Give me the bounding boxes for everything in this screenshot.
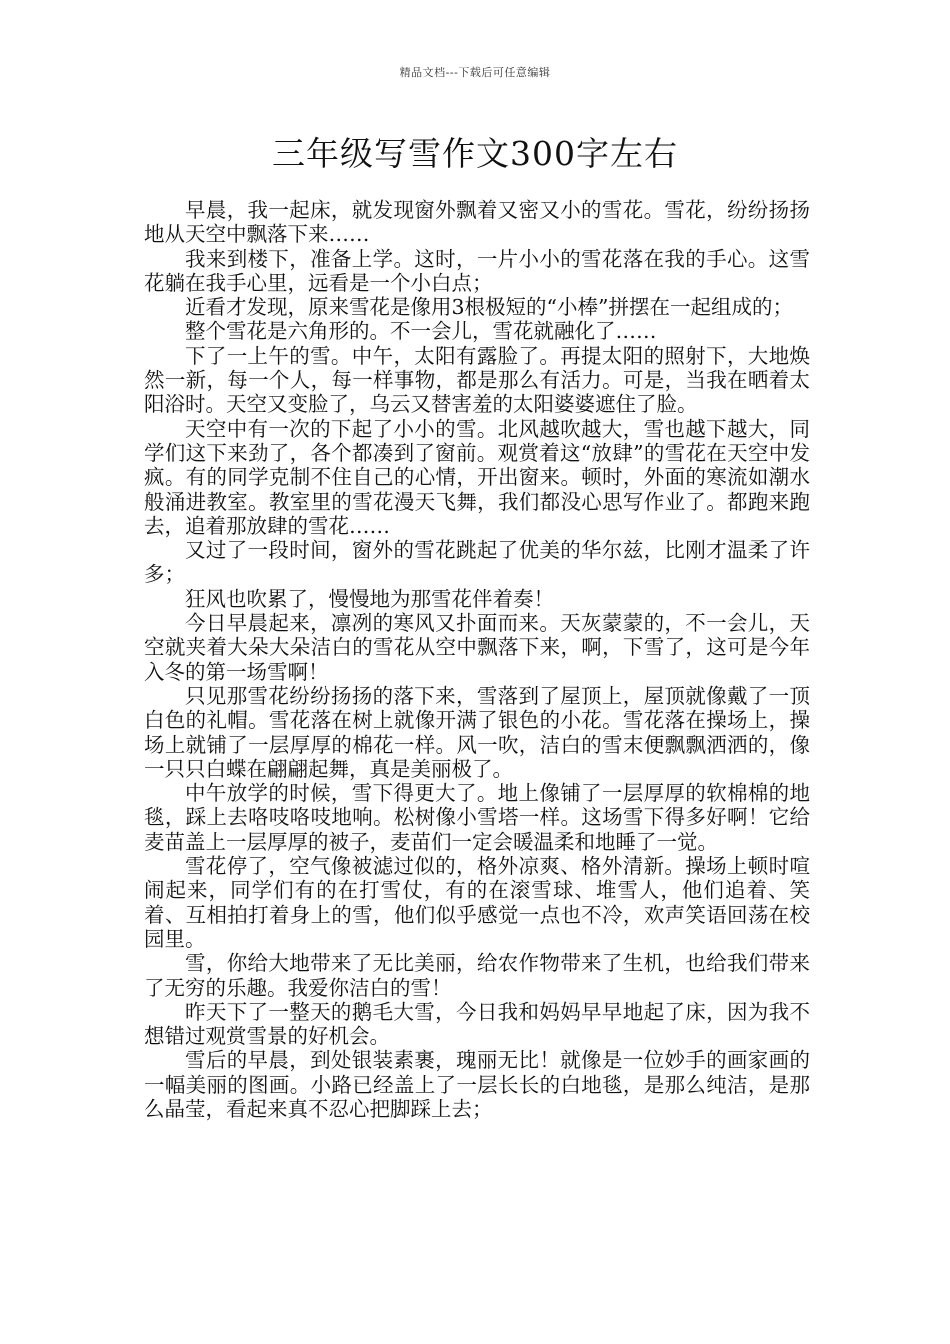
paragraph: 今日早晨起来，凛冽的寒风又扑面而来。天灰蒙蒙的，不一会儿，天空就夹着大朵大朵洁白的雪花从空中飘落下来，啊，下雪了，这可是今年入冬的第一场雪啊！ (144, 611, 810, 684)
paragraph: 雪后的早晨，到处银装素裹，瑰丽无比！就像是一位妙手的画家画的一幅美丽的图画。小路已经盖上了一层长长的白地毯，是那么纯洁，是那么晶莹，看起来真不忍心把脚踩上去； (144, 1048, 810, 1121)
paragraph: 早晨，我一起床，就发现窗外飘着又密又小的雪花。雪花，纷纷扬扬地从天空中飘落下来…… (144, 198, 810, 247)
paragraph: 又过了一段时间，窗外的雪花跳起了优美的华尔兹，比刚才温柔了许多； (144, 538, 810, 587)
paragraph: 整个雪花是六角形的。不一会儿，雪花就融化了…… (185, 319, 657, 344)
paragraph: 近看才发现，原来雪花是像用3根极短的“小棒”拼摆在一起组成的； (185, 295, 794, 320)
paragraph: 雪花停了，空气像被滤过似的，格外凉爽、格外清新。操场上顿时喧闹起来，同学们有的在打雪仗，有的在滚雪球、堆雪人，他们追着、笑着、互相拍打着身上的雪，他们似乎感觉一点也不冷，欢声笑语回荡在校园里。 (144, 854, 810, 951)
paragraph: 昨天下了一整天的鹅毛大雪，今日我和妈妈早早地起了床，因为我不想错过观赏雪景的好机会。 (144, 999, 810, 1049)
paragraph: 中午放学的时候，雪下得更大了。地上像铺了一层厚厚的软棉棉的地毯，踩上去咯吱咯吱地响。松树像小雪塔一样。这场雪下得多好啊！它给麦苗盖上一层厚厚的被子，麦苗们一定会暖温柔和地睡了一觉。 (144, 781, 810, 854)
paragraph: 狂风也吹累了，慢慢地为那雪花伴着奏！ (185, 586, 554, 611)
document-title: 三年级写雪作文300字左右 (272, 134, 678, 173)
paragraph: 下了一上午的雪。中午，太阳有露脸了。再提太阳的照射下，大地焕然一新，每一个人，每一样事物，都是那么有活力。可是，当我在晒着太阳浴时。天空又变脸了，乌云又替害羞的太阳婆婆遮住了脸。 (144, 343, 810, 417)
header-note: 精品文档---下载后可任意编辑 (399, 66, 551, 79)
document-body (144, 198, 810, 1121)
paragraph: 天空中有一次的下起了小小的雪。北风越吹越大，雪也越下越大，同学们这下来劲了，各个都凑到了窗前。观赏着这“放肆”的雪花在天空中发疯。有的同学克制不住自己的心情，开出窗来。顿时，外面的寒流如潮水般涌进教室。教室里的雪花漫天飞舞，我们都没心思写作业了。都跑来跑去，追着那放肆的雪花…… (144, 416, 810, 538)
paragraph: 只见那雪花纷纷扬扬的落下来，雪落到了屋顶上，屋顶就像戴了一顶白色的礼帽。雪花落在树上就像开满了银色的小花。雪花落在操场上，操场上就铺了一层厚厚的棉花一样。风一吹，洁白的雪末便飘飘洒洒的，像一只只白蝶在翩翩起舞，真是美丽极了。 (144, 683, 810, 781)
paragraph: 雪，你给大地带来了无比美丽，给农作物带来了生机，也给我们带来了无穷的乐趣。我爱你洁白的雪！ (144, 951, 810, 1000)
paragraph: 我来到楼下，准备上学。这时，一片小小的雪花落在我的手心。这雪花躺在我手心里，远看是一个小白点； (144, 246, 810, 295)
